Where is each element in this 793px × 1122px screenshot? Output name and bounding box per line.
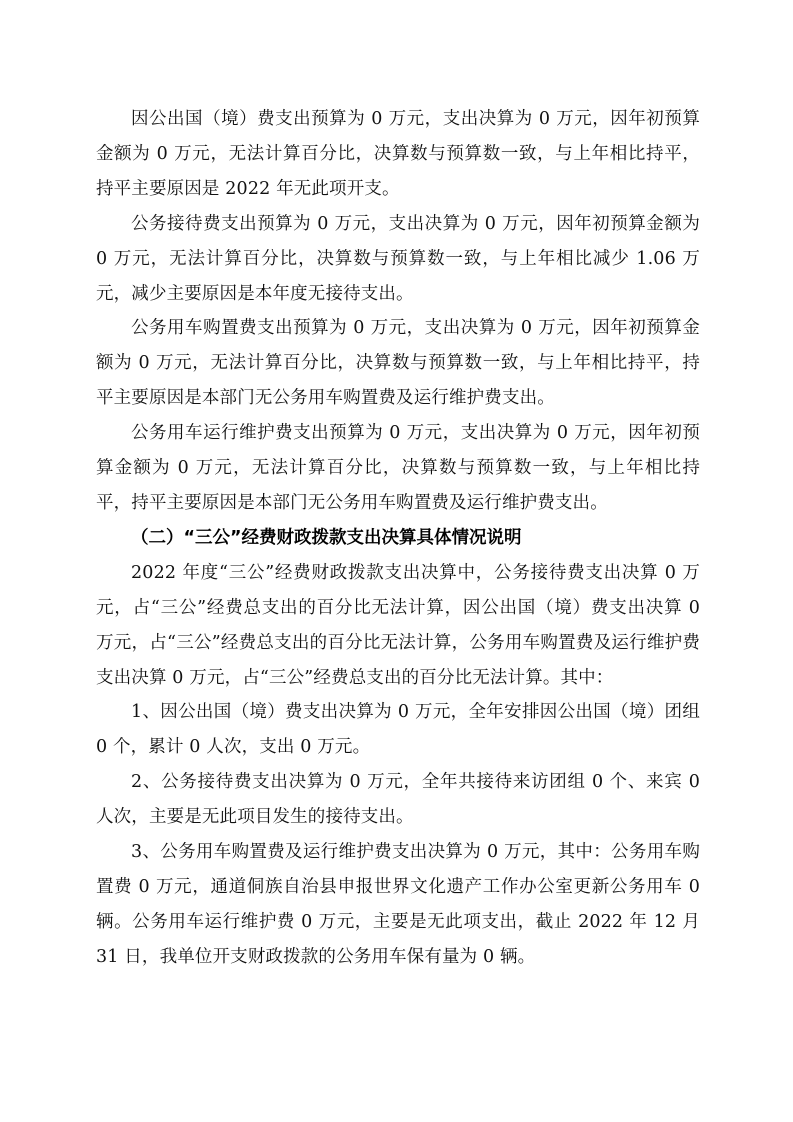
section-heading: （二）“三公”经费财政拨款支出决算具体情况说明 (131, 527, 522, 548)
paragraph-vehicle-maintenance-expense: 公务用车运行维护费支出预算为 0 万元，支出决算为 0 万元，因年初预算金额为 0 万元，无法计算百分比，决算数与预算数一致，与上年相比持平，持平主要原因是本部门无公务用车购置费及运行维护费支出。 (96, 423, 700, 513)
paragraph-overseas-travel-expense: 因公出国（境）费支出预算为 0 万元，支出决算为 0 万元，因年初预算金额为 0 万元，无法计算百分比，决算数与预算数一致，与上年相比持平，持平主要原因是 2022 年无此项开支。 (96, 109, 700, 199)
document-body (96, 102, 700, 975)
paragraph-reception-expense: 公务接待费支出预算为 0 万元，支出决算为 0 万元，因年初预算金额为 0 万元，无法计算百分比，决算数与预算数一致，与上年相比减少 1.06 万元，减少主要原因是本年度无接待支出。 (96, 213, 700, 304)
list-item-vehicles: 3、公务用车购置费及运行维护费支出决算为 0 万元，其中：公务用车购置费 0 万元，通道侗族自治县申报世界文化遗产工作办公室更新公务用车 0 辆。公务用车运行维护费 0 万元，主要是无此项支出，截止 2022 年 12 月 31 日，我单位开支财政拨款的公务用车保有量为 0 辆。 (96, 842, 700, 967)
paragraph-vehicle-purchase-expense: 公务用车购置费支出预算为 0 万元，支出决算为 0 万元，因年初预算金额为 0 万元，无法计算百分比，决算数与预算数一致，与上年相比持平，持平主要原因是本部门无公务用车购置费及运行维护费支出。 (96, 318, 700, 409)
list-item-reception: 2、公务接待费支出决算为 0 万元，全年共接待来访团组 0 个、来宾 0 人次，主要是无此项目发生的接待支出。 (96, 772, 700, 828)
paragraph-three-public-summary: 2022 年度“三公”经费财政拨款支出决算中，公务接待费支出决算 0 万元，占“三公”经费总支出的百分比无法计算，因公出国（境）费支出决算 0 万元，占“三公”经费总支出的百分比无法计算，公务用车购置费及运行维护费支出决算 0 万元，占“三公”经费总支出的百分比无法计算。其中： (96, 562, 700, 688)
list-item-overseas-travel: 1、因公出国（境）费支出决算为 0 万元，全年安排因公出国（境）团组 0 个，累计 0 人次，支出 0 万元。 (96, 702, 700, 758)
